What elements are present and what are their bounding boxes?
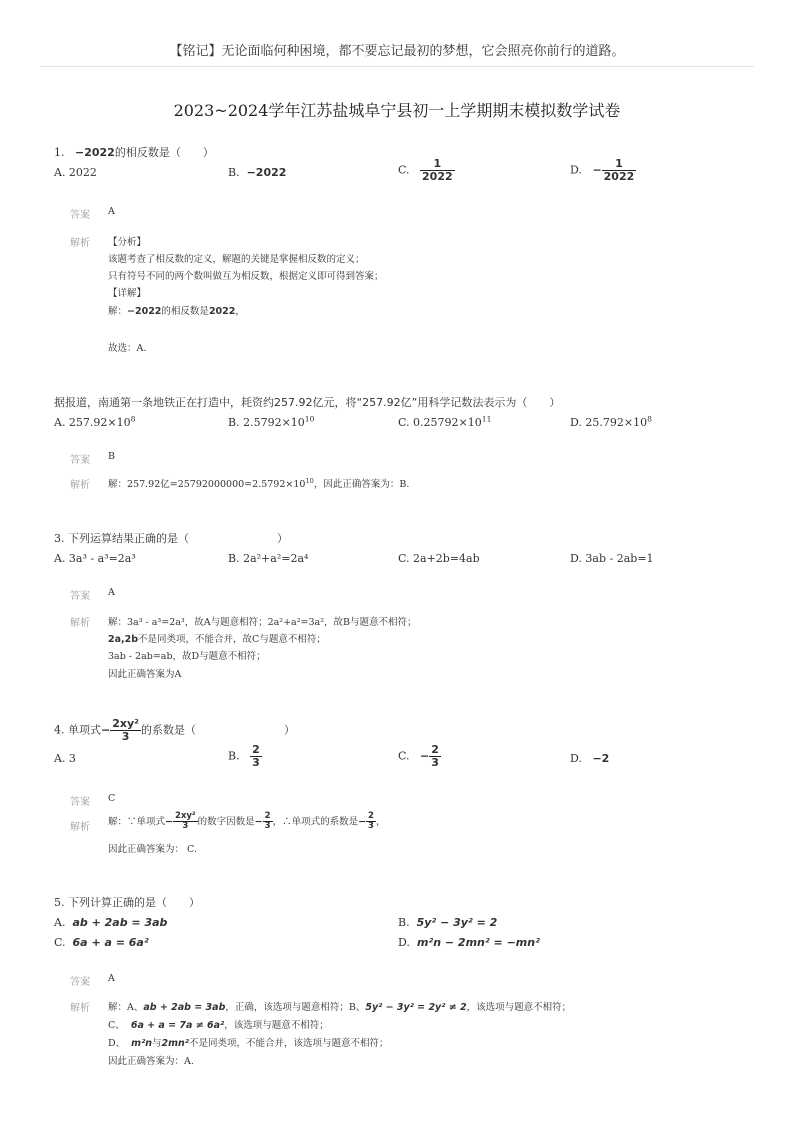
q3-option-d[interactable]: D. 3ab - 2ab=1 [570,552,654,565]
q1-answer: A [108,206,115,217]
q3-option-a[interactable]: A. 3a³ - a³=2a³ [54,552,136,565]
q4-option-b[interactable]: B. $\frac{2}{3}$ [228,743,260,770]
header-divider [40,66,754,67]
q3-answer: A [108,587,115,598]
q1-option-c[interactable]: C. $\frac{1}{2022}$ [398,157,453,184]
q3-analysis-line-2: 2a,2b不是同类项，不能合并，故C与题意不相符； [108,634,326,645]
q3-analysis-line-1: 解：3a³ - a³=2a³，故A与题意相符；2a²+a²=3a²，故B与题意不相符； [108,617,417,628]
q4-analysis-line-2: 因此正确答案为： C. [108,844,197,855]
q2-option-b[interactable]: B. $2.5792\times 10^{10}$ [228,414,315,429]
q5-option-a[interactable]: A. ab + 2ab = 3ab [54,916,168,929]
question-2-stem: 据报道，南通第一条地铁正在打造中，耗资约257.92亿元，将“257.92亿”用科学记数法表示为（ ） [54,396,561,409]
q2-analysis-label: 解析 [70,480,90,491]
q2-option-d[interactable]: D. $25.792\times 10^8$ [570,414,653,429]
q1-analysis-line-4: 【详解】 [108,288,147,299]
q5-answer: A [108,973,115,984]
q1-option-d[interactable]: D. − $\frac{1}{2022}$ [570,157,635,184]
q3-answer-label: 答案 [70,591,90,602]
q3-analysis-line-4: 因此正确答案为A [108,669,182,680]
q5-answer-label: 答案 [70,977,90,988]
question-4-stem: 4. 单项式− $\frac{\text{2xy²}}{3}$ 的系数是（ ） [54,717,295,744]
question-5-stem: 5. 下列计算正确的是（ ） [54,896,200,909]
q5-analysis-line-2: C、 6a + a = 7a ≠ 6a²，该选项与题意不相符； [108,1020,329,1031]
q5-option-c[interactable]: C. 6a + a = 6a² [54,936,149,949]
q1-answer-label: 答案 [70,210,90,221]
q4-option-c[interactable]: C. − $\frac{2}{3}$ [398,743,439,770]
q1-option-a[interactable]: A. 2022 [54,166,97,179]
q3-analysis-line-3: 3ab - 2ab=ab，故D与题意不相符； [108,651,266,662]
q1-analysis-line-3: 只有符号不同的两个数叫做互为相反数，根据定义即可得到答案； [108,271,384,282]
q5-analysis-line-4: 因此正确答案为：A. [108,1056,194,1067]
q4-answer: C [108,793,116,804]
q2-answer: B [108,451,115,462]
exam-title: 2023~2024学年江苏盐城阜宁县初一上学期期末模拟数学试卷 [173,101,621,120]
q5-analysis-label: 解析 [70,1003,90,1014]
q1-analysis-line-2: 该题考查了相反数的定义，解题的关键是掌握相反数的定义； [108,254,365,265]
q1-analysis-line-1: 【分析】 [108,237,147,248]
question-3-stem: 3. 下列运算结果正确的是（ ） [54,532,288,545]
q5-option-d[interactable]: D. m²n − 2mn² = −mn² [398,936,540,949]
q5-option-b[interactable]: B. 5y² − 3y² = 2 [398,916,498,929]
q3-option-b[interactable]: B. 2a²+a²=2a⁴ [228,552,309,565]
motto-banner: 【铭记】无论面临何种困境，都不要忘记最初的梦想，它会照亮你前行的道路。 [169,44,625,59]
q5-analysis-line-1: 解：A、ab + 2ab = 3ab，正确，该选项与题意相符；B、5y² − 3y² = 2y² ≠ 2，该选项与题意不相符； [108,1002,572,1013]
q1-analysis-line-5: 解：−2022的相反数是2022， [108,306,245,317]
q4-answer-label: 答案 [70,797,90,808]
q1-analysis-line-6: 故选：A. [108,343,147,354]
q2-option-a[interactable]: A. $257.92\times 10^8$ [54,414,136,429]
q4-analysis-label: 解析 [70,822,90,833]
q4-option-d[interactable]: D. −2 [570,752,610,765]
q3-option-c[interactable]: C. 2a+2b=4ab [398,552,480,565]
q3-analysis-label: 解析 [70,618,90,629]
q2-analysis-line-1: 解：257.92亿$=25792000000=2.5792\times 10^{10}$，因此正确答案为：B. [108,476,410,490]
q4-analysis-line-1: 解：∵单项式− $\frac{\text{2xy²}}{3}$ 的数字因数是− $\frac{2}{3}$ ，∴单项式的系数是− $\frac{2}{3}$ ， [108,811,386,832]
q2-answer-label: 答案 [70,455,90,466]
q5-analysis-line-3: D、 m²n与2mn²不是同类项，不能合并，该选项与题意不相符； [108,1038,389,1049]
q1-option-b[interactable]: B. −2022 [228,166,287,179]
q2-option-c[interactable]: C. $0.25792\times 10^{11}$ [398,414,492,429]
q1-analysis-label: 解析 [70,238,90,249]
q4-option-a[interactable]: A. 3 [54,752,76,765]
question-1-stem: 1. −2022的相反数是（ ） [54,146,214,159]
